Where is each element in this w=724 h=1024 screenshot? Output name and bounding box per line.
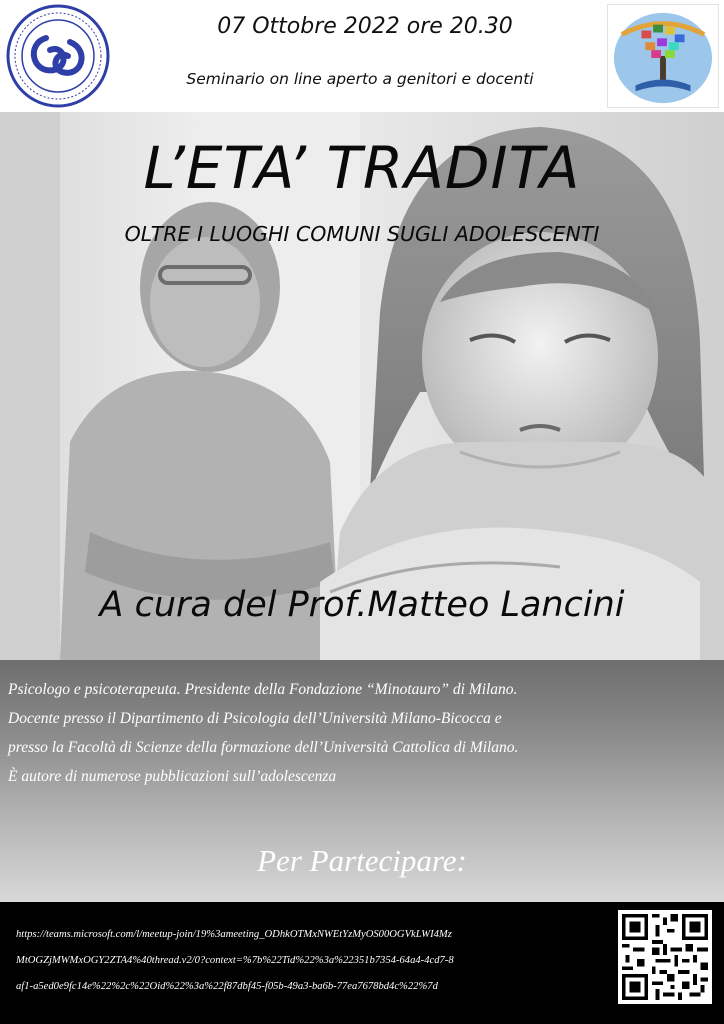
bio-line: Psicologo e psicoterapeuta. Presidente della Fondazione “Minotauro” di Milano. [8,681,518,698]
meeting-link-line[interactable]: MtOGZjMWMxOGY2ZTA4%40thread.v2/0?context=%7b%22Tid%22%3a%22351b7354-64a4-4cd7-8 [16,955,454,966]
bio-line: È autore di numerose pubblicazioni sull’adolescenza [8,768,337,785]
speaker-bio [8,675,720,791]
event-type: Seminario on line aperto a genitori e docenti [186,70,534,88]
bio-line: Docente presso il Dipartimento di Psicologia dell’Università Milano-Bicocca e [8,710,502,727]
school-seal-logo [6,4,110,108]
poster-title: L’ETA’ TRADITA [143,134,581,202]
event-date-time: 07 Ottobre 2022 ore 20.30 [217,14,513,39]
participate-heading: Per Partecipare: [257,843,467,878]
poster-subtitle: OLTRE I LUOGHI COMUNI SUGLI ADOLESCENTI [124,222,600,246]
tree-of-books-logo [607,4,719,108]
curator-line: A cura del Prof.Matteo Lancini [99,585,625,625]
meeting-link-line[interactable]: af1-a5ed0e9fc14e%22%2c%22Oid%22%3a%22f87dbf45-f05b-49a3-ba6b-77ea7678bd4c%22%7d [16,981,438,992]
qr-code-icon[interactable] [618,910,712,1004]
meeting-link-line[interactable]: https://teams.microsoft.com/l/meetup-join/19%3ameeting_ODhkOTMxNWEtYzMyOS00OGVkLWI4Mz [16,929,452,940]
bio-line: presso la Facoltà di Scienze della formazione dell’Università Cattolica di Milano. [8,739,519,756]
meeting-link[interactable] [16,922,602,1000]
